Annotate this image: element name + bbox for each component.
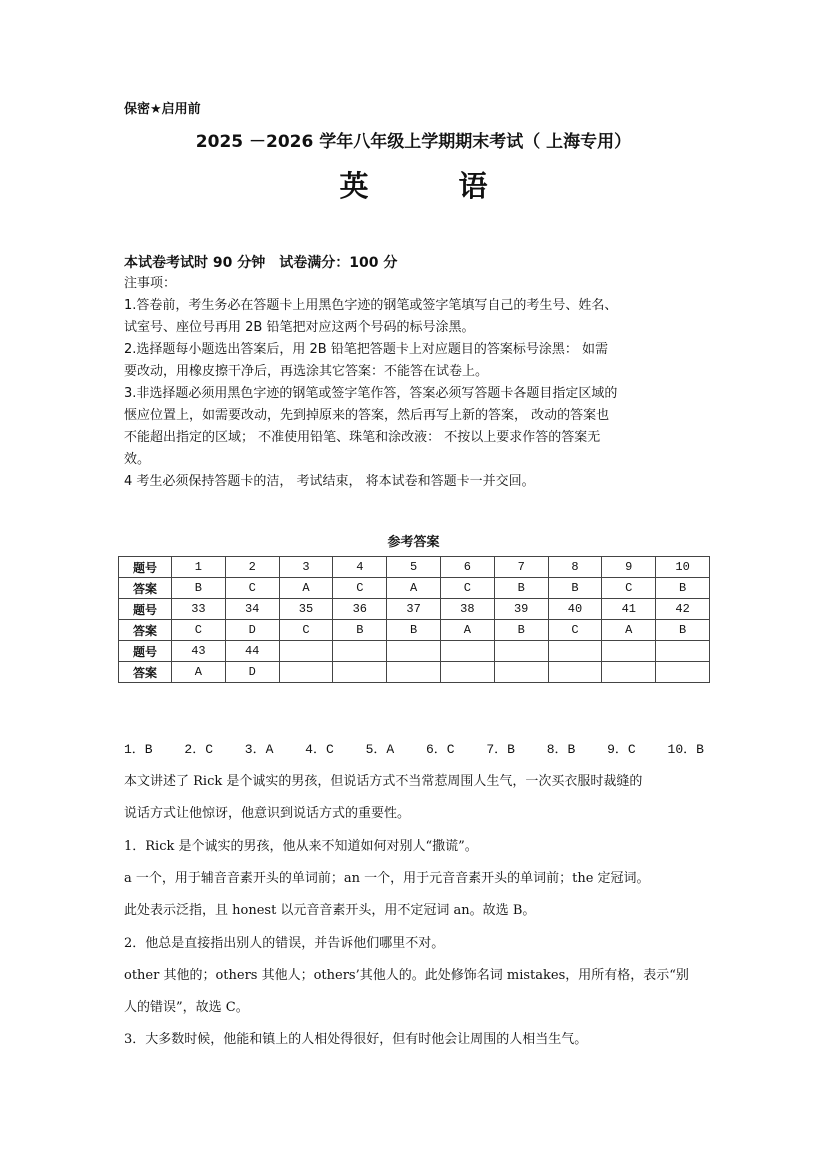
table-cell: A — [387, 578, 441, 599]
table-cell — [333, 662, 387, 683]
note-line: 2.选择题每小题选出答案后，用 2B 铅笔把答题卡上对应题目的答案标号涂黑： 如需 — [124, 342, 608, 357]
note-line: 不能超出指定的区域； 不准使用铅笔、珠笔和涂改液： 不按以上要求作答的答案无 — [124, 430, 601, 445]
table-row — [119, 578, 710, 599]
note-line: 1.答卷前，考生务必在答题卡上用黑色字迹的钢笔或签字笔填写自己的考生号、姓名、 — [124, 298, 618, 313]
answer-table-caption: 参考答案 — [387, 535, 440, 550]
note-line: 惬应位置上，如需要改动，先到掉原来的答案，然后再写上新的答案， 改动的答案也 — [124, 408, 610, 423]
table-cell: C — [172, 620, 226, 641]
answer-item: 10．B — [667, 742, 704, 757]
table-cell: B — [333, 620, 387, 641]
table-cell: 3 — [279, 557, 333, 578]
table-cell: 4 — [333, 557, 387, 578]
answer-item: 2．C — [184, 742, 213, 757]
table-cell: B — [494, 620, 548, 641]
table-cell: 7 — [494, 557, 548, 578]
table-cell: 40 — [548, 599, 602, 620]
duration-score: 本试卷考试时 90 分钟 试卷满分：100 分 — [124, 255, 398, 271]
notes-label: 注事项： — [124, 276, 177, 291]
answer-item: 9．C — [607, 742, 636, 757]
table-cell: 5 — [387, 557, 441, 578]
table-row — [119, 662, 710, 683]
explanation-line: 此处表示泛指，且 honest 以元音音素开头，用不定冠词 an。故选 B。 — [124, 903, 536, 919]
table-row — [119, 641, 710, 662]
table-cell: D — [225, 662, 279, 683]
explanation-line: 说话方式让他惊讶，他意识到说话方式的重要性。 — [124, 806, 411, 822]
answer-table — [118, 556, 710, 683]
table-cell: 43 — [172, 641, 226, 662]
table-cell: B — [172, 578, 226, 599]
table-cell: C — [548, 620, 602, 641]
table-cell: A — [172, 662, 226, 683]
table-cell — [602, 641, 656, 662]
table-cell: C — [333, 578, 387, 599]
table-cell — [387, 662, 441, 683]
table-cell — [279, 641, 333, 662]
table-cell: 6 — [440, 557, 494, 578]
table-row — [119, 557, 710, 578]
answer-item: 8．B — [546, 742, 576, 757]
table-cell: 10 — [656, 557, 710, 578]
row-header: 答案 — [119, 578, 172, 599]
table-cell: 36 — [333, 599, 387, 620]
table-cell — [656, 662, 710, 683]
table-cell: 44 — [225, 641, 279, 662]
explanation-line: 本文讲述了 Rick 是个诚实的男孩，但说话方式不当常惹周围人生气，一次买衣服时裁缝的 — [124, 774, 643, 789]
table-row — [119, 620, 710, 641]
answer-item: 7．B — [486, 742, 515, 757]
answers-line — [124, 743, 704, 756]
exam-title: 2025 －2026 学年八年级上学期期末考试（ 上海专用） — [195, 132, 632, 152]
table-cell: 1 — [172, 557, 226, 578]
explanation-line: 2．他总是直接指出别人的错误，并告诉他们哪里不对。 — [124, 935, 445, 951]
note-line: 试室号、座位号再用 2B 铅笔把对应这两个号码的标号涂黑。 — [124, 320, 475, 335]
answer-item: 1．B — [124, 742, 153, 757]
explanation-line: a 一个，用于辅音音素开头的单词前；an 一个，用于元音音素开头的单词前；the 定冠词。 — [124, 870, 650, 886]
table-cell: A — [440, 620, 494, 641]
table-cell: 9 — [602, 557, 656, 578]
table-cell — [387, 641, 441, 662]
table-cell: C — [602, 578, 656, 599]
table-cell: C — [225, 578, 279, 599]
subject-title: 英 语 — [339, 169, 528, 203]
note-line: 4 考生必须保持答题卡的洁， 考试结束， 将本试卷和答题卡一并交回。 — [124, 474, 535, 489]
table-cell — [494, 662, 548, 683]
table-cell: C — [279, 620, 333, 641]
table-cell: B — [387, 620, 441, 641]
confidential-label: 保密★启用前 — [124, 102, 201, 117]
table-cell — [494, 641, 548, 662]
row-header: 题号 — [119, 641, 172, 662]
table-cell: C — [440, 578, 494, 599]
table-cell: B — [656, 620, 710, 641]
explanation-line: 人的错误”，故选 C。 — [124, 1000, 249, 1016]
table-cell — [548, 641, 602, 662]
answer-item: 4．C — [305, 742, 334, 757]
answer-item: 6．C — [425, 742, 455, 757]
explanation-line: 3．大多数时候，他能和镇上的人相处得很好，但有时他会让周围的人相当生气。 — [124, 1032, 588, 1048]
table-cell: 33 — [172, 599, 226, 620]
note-line: 效。 — [124, 452, 151, 467]
table-cell: 38 — [440, 599, 494, 620]
answer-item: 5．A — [365, 742, 395, 757]
row-header: 题号 — [119, 599, 172, 620]
table-cell: 37 — [387, 599, 441, 620]
note-line: 3.非选择题必须用黑色字迹的钢笔或签字笔作答，答案必须写答题卡各题目指定区域的 — [124, 386, 618, 401]
table-cell — [440, 641, 494, 662]
table-cell — [656, 641, 710, 662]
table-cell — [602, 662, 656, 683]
table-cell — [279, 662, 333, 683]
table-cell: 35 — [279, 599, 333, 620]
table-cell: B — [548, 578, 602, 599]
table-cell: 41 — [602, 599, 656, 620]
table-cell: B — [656, 578, 710, 599]
table-cell: B — [494, 578, 548, 599]
table-row — [119, 599, 710, 620]
answer-item: 3．A — [244, 742, 274, 757]
row-header: 答案 — [119, 662, 172, 683]
explanation-line: other 其他的；others 其他人；others’其他人的。此处修饰名词 mistakes，用所有格，表示“别 — [124, 967, 689, 983]
table-cell: 42 — [656, 599, 710, 620]
table-cell: A — [602, 620, 656, 641]
table-cell — [440, 662, 494, 683]
note-line: 要改动，用橡皮擦干净后，再选涂其它答案：不能答在试卷上。 — [124, 364, 489, 379]
explanation-line: 1．Rick 是个诚实的男孩，他从来不知道如何对别人“撒谎”。 — [124, 838, 478, 854]
table-cell: 39 — [494, 599, 548, 620]
table-cell: A — [279, 578, 333, 599]
row-header: 题号 — [119, 557, 172, 578]
table-cell — [548, 662, 602, 683]
table-cell: 34 — [225, 599, 279, 620]
table-cell: D — [225, 620, 279, 641]
table-cell: 2 — [225, 557, 279, 578]
row-header: 答案 — [119, 620, 172, 641]
table-cell — [333, 641, 387, 662]
table-cell: 8 — [548, 557, 602, 578]
